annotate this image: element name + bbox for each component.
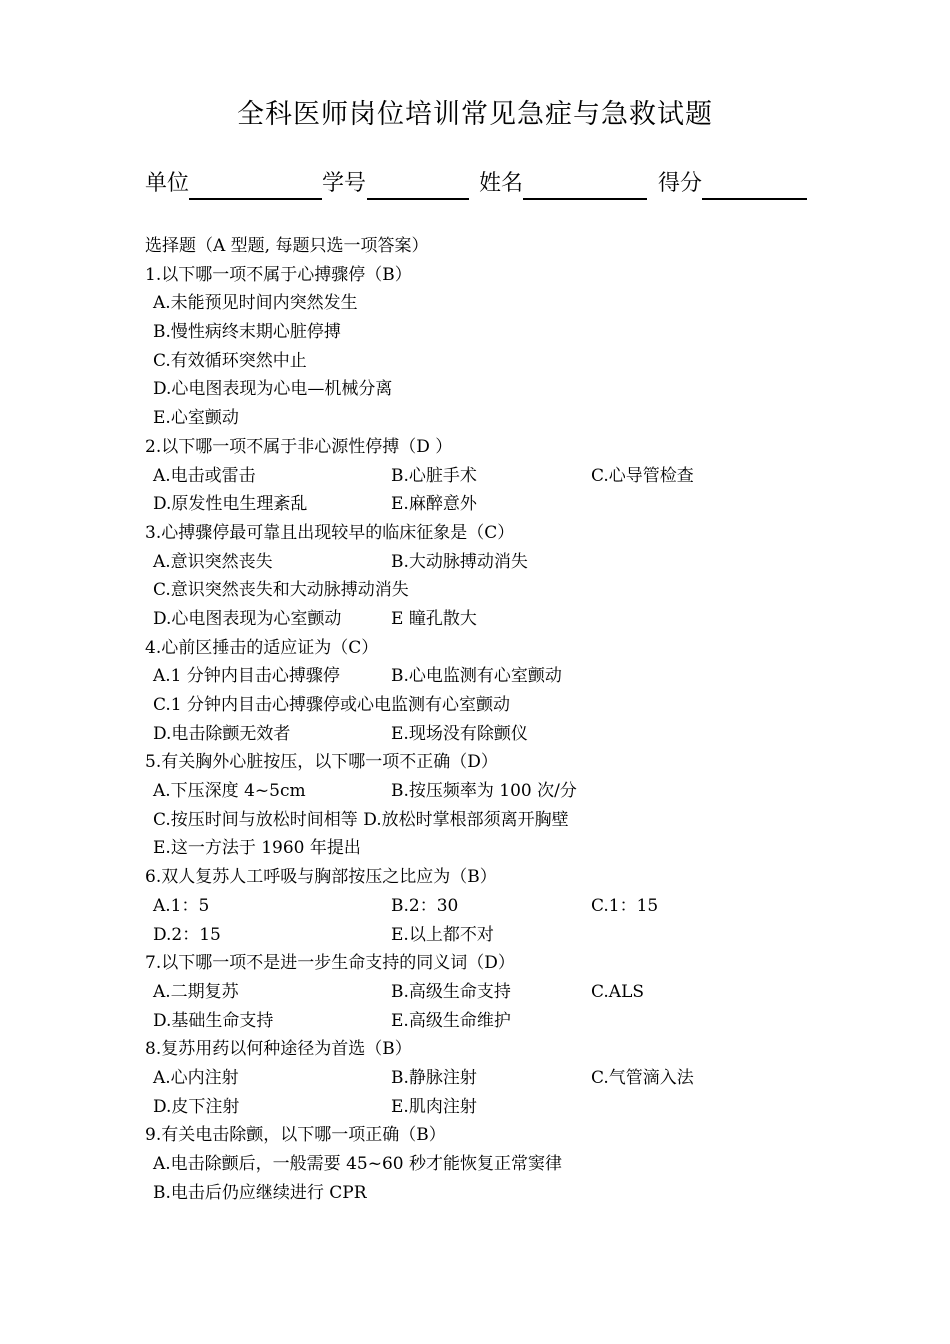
answer-option: E.肌肉注射 [391, 1096, 477, 1117]
answer-option: C.有效循环突然中止 [153, 350, 307, 371]
option-row [145, 806, 825, 835]
question-stem: 2.以下哪一项不属于非心源性停搏（D ） [145, 436, 453, 457]
question-stem: 1.以下哪一项不属于心搏骤停（B） [145, 264, 412, 285]
option-row [145, 1179, 825, 1208]
question-stem: 4.心前区捶击的适应证为（C） [145, 637, 379, 658]
answer-option: E.心室颤动 [153, 408, 239, 429]
score-label: 得分 [658, 171, 703, 196]
answer-option: E.这一方法于 1960 年提出 [153, 838, 361, 859]
question-stem: 7.以下哪一项不是进一步生命支持的同义词（D） [145, 953, 515, 974]
option-row [145, 834, 825, 863]
answer-option: D.基础生命支持 [153, 1010, 274, 1031]
answer-option: A.未能预见时间内突然发生 [153, 293, 358, 314]
option-row [145, 1064, 825, 1093]
question-stem: 8.复苏用药以何种途径为首选（B） [145, 1039, 412, 1060]
answer-option: D.电击除颤无效者 [153, 723, 291, 744]
question-stem: 5.有关胸外心脏按压，以下哪一项不正确（D） [145, 752, 498, 773]
answer-option: C.气管滴入法 [591, 1067, 694, 1088]
option-row [145, 576, 825, 605]
score-blank [702, 198, 807, 200]
question-stem: 6.双人复苏人工呼吸与胸部按压之比应为（B） [145, 867, 497, 888]
option-row [145, 662, 825, 691]
answer-option: E.高级生命维护 [391, 1010, 511, 1031]
answer-option: B.高级生命支持 [391, 981, 511, 1002]
answer-option: B.电击后仍应继续进行 CPR [153, 1182, 367, 1203]
option-row [145, 777, 825, 806]
unit-label: 单位 [145, 171, 190, 196]
answer-option: B.静脉注射 [391, 1067, 477, 1088]
answer-option: B.2：30 [391, 895, 459, 916]
option-row [145, 921, 825, 950]
option-row [145, 605, 825, 634]
answer-option: A.下压深度 4~5cm [153, 781, 306, 802]
answer-option: B.慢性病终末期心脏停搏 [153, 322, 341, 343]
answer-option: D.原发性电生理紊乱 [153, 494, 308, 515]
option-row [145, 318, 825, 347]
option-row [145, 1150, 825, 1179]
option-row [145, 404, 825, 433]
answer-option: C.1：15 [591, 895, 659, 916]
answer-option: E.现场没有除颤仪 [391, 723, 528, 744]
option-row [145, 978, 825, 1007]
answer-option: A.1 分钟内目击心搏骤停 [153, 666, 340, 687]
answer-option: D.心电图表现为心室颤动 [153, 608, 342, 629]
answer-option: C.意识突然丧失和大动脉搏动消失 [153, 580, 409, 601]
answer-option: B.心脏手术 [391, 465, 477, 486]
answer-option: A.二期复苏 [153, 981, 239, 1002]
option-row [145, 892, 825, 921]
option-row [145, 347, 825, 376]
option-row [145, 720, 825, 749]
answer-option: C.心导管检查 [591, 465, 694, 486]
answer-option: D.2：15 [153, 924, 221, 945]
option-row [145, 548, 825, 577]
option-row [145, 289, 825, 318]
option-row [145, 375, 825, 404]
option-row [145, 462, 825, 491]
answer-option: A.1：5 [153, 895, 210, 916]
answer-option: D.皮下注射 [153, 1096, 240, 1117]
answer-option: B.大动脉搏动消失 [391, 551, 528, 572]
question-stem: 9.有关电击除颤，以下哪一项正确（B） [145, 1125, 446, 1146]
question-list [145, 232, 825, 1207]
unit-blank [189, 198, 322, 200]
answer-option: E 瞳孔散大 [391, 608, 477, 629]
answer-option: A.心内注射 [153, 1067, 239, 1088]
header-fields [145, 160, 815, 204]
answer-option: E.麻醉意外 [391, 494, 477, 515]
name-label: 姓名 [479, 171, 524, 196]
option-row [145, 691, 825, 720]
answer-option: A.意识突然丧失 [153, 551, 273, 572]
answer-option: C.1 分钟内目击心搏骤停或心电监测有心室颤动 [153, 695, 511, 715]
answer-option: D.心电图表现为心电—机械分离 [153, 379, 393, 400]
answer-option: A.电击或雷击 [153, 465, 256, 486]
name-blank [523, 198, 647, 200]
section-heading: 选择题（A 型题, 每题只选一项答案） [145, 236, 429, 256]
student-id-label: 学号 [322, 171, 367, 196]
answer-option: C.ALS [591, 981, 645, 1002]
option-row [145, 1093, 825, 1122]
page-title: 全科医师岗位培训常见急症与急救试题 [237, 99, 713, 130]
student-id-blank [367, 198, 469, 200]
option-row [145, 490, 825, 519]
answer-option: E.以上都不对 [391, 924, 494, 945]
answer-option: A.电击除颤后，一般需要 45~60 秒才能恢复正常窦律 [153, 1154, 562, 1174]
answer-option: B.按压频率为 100 次/分 [391, 781, 577, 802]
answer-option: B.心电监测有心室颤动 [391, 666, 562, 687]
answer-option: C.按压时间与放松时间相等 D.放松时掌根部须离开胸壁 [153, 809, 569, 830]
question-stem: 3.心搏骤停最可靠且出现较早的临床征象是（C） [145, 522, 515, 543]
option-row [145, 1007, 825, 1036]
